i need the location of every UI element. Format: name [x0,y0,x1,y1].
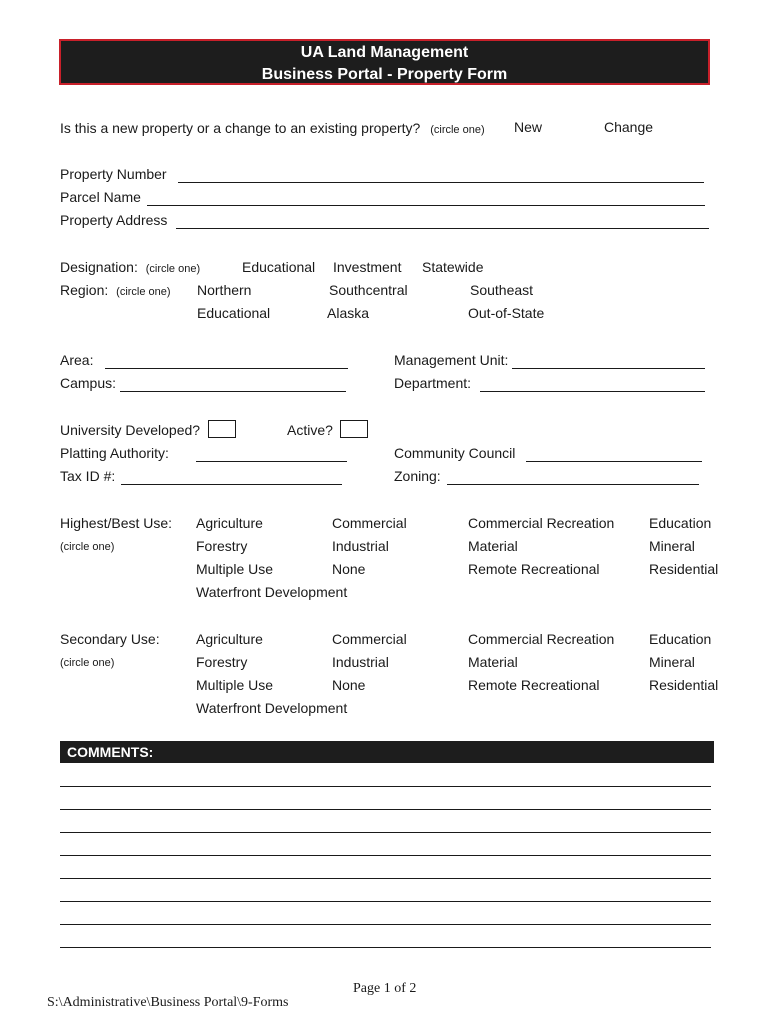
form-title-line2: Business Portal - Property Form [261,66,508,83]
hbu-option-material[interactable]: Material [468,538,518,554]
su-option-forestry[interactable]: Forestry [196,654,248,670]
su-option-mineral[interactable]: Mineral [649,654,695,670]
property-number-label: Property Number [60,166,167,182]
hbu-option-commercial-recreation[interactable]: Commercial Recreation [468,515,615,531]
secondary-use-label: Secondary Use: [60,631,160,647]
platting-authority-label: Platting Authority: [60,445,169,461]
zoning-label: Zoning: [394,468,441,484]
su-option-commercial[interactable]: Commercial [332,631,407,647]
su-option-multiple-use[interactable]: Multiple Use [196,677,274,693]
question-hint: (circle one) [430,124,485,136]
area-label: Area: [60,352,94,368]
region-option-out-of-state[interactable]: Out-of-State [468,305,545,321]
designation-label: Designation: (circle one) [60,259,201,275]
new-or-change-question [60,120,485,136]
university-developed-label: University Developed? [60,422,201,438]
su-option-waterfront-development[interactable]: Waterfront Development [196,700,348,716]
comment-line[interactable] [60,855,711,856]
question-text: Is this a new property or a change to an existing property? [60,120,421,136]
tax-id-field[interactable] [121,484,342,485]
highest-best-use-hint: (circle one) [60,541,115,553]
su-option-material[interactable]: Material [468,654,518,670]
department-field[interactable] [480,391,705,392]
parcel-name-field[interactable] [147,205,705,206]
region-option-northern[interactable]: Northern [197,282,252,298]
property-address-field[interactable] [176,228,709,229]
su-option-commercial-recreation[interactable]: Commercial Recreation [468,631,615,647]
comment-line[interactable] [60,878,711,879]
su-option-agriculture[interactable]: Agriculture [196,631,263,647]
designation-option-statewide[interactable]: Statewide [422,259,484,275]
hbu-option-education[interactable]: Education [649,515,712,531]
region-option-southeast[interactable]: Southeast [470,282,534,298]
option-change[interactable]: Change [604,119,654,135]
community-council-label: Community Council [394,445,516,461]
tax-id-label: Tax ID #: [60,468,116,484]
region-label: Region: (circle one) [60,282,171,298]
active-label: Active? [287,422,333,438]
comment-line[interactable] [60,786,711,787]
comments-header: COMMENTS: [60,741,714,763]
secondary-use-hint: (circle one) [60,657,115,669]
department-label: Department: [394,375,472,391]
management-unit-label: Management Unit: [394,352,509,368]
community-council-field[interactable] [526,461,702,462]
hbu-option-multiple-use[interactable]: Multiple Use [196,561,274,577]
form-header-banner [59,39,710,85]
hbu-option-mineral[interactable]: Mineral [649,538,695,554]
hbu-option-commercial[interactable]: Commercial [332,515,407,531]
form-title-line1: UA Land Management [300,44,469,61]
active-checkbox[interactable] [340,420,368,438]
property-number-field[interactable] [178,182,704,183]
parcel-name-label: Parcel Name [60,189,141,205]
campus-label: Campus: [60,375,117,391]
su-option-education[interactable]: Education [649,631,712,647]
option-new[interactable]: New [514,119,543,135]
comment-line[interactable] [60,901,711,902]
comment-line[interactable] [60,832,711,833]
hbu-option-remote-recreational[interactable]: Remote Recreational [468,561,600,577]
region-option-educational[interactable]: Educational [197,305,271,321]
university-developed-checkbox[interactable] [208,420,236,438]
designation-option-investment[interactable]: Investment [333,259,402,275]
hbu-option-forestry[interactable]: Forestry [196,538,248,554]
region-option-alaska[interactable]: Alaska [327,305,370,321]
su-option-residential[interactable]: Residential [649,677,719,693]
hbu-option-agriculture[interactable]: Agriculture [196,515,263,531]
su-option-remote-recreational[interactable]: Remote Recreational [468,677,600,693]
designation-option-educational[interactable]: Educational [242,259,316,275]
su-option-none[interactable]: None [332,677,366,693]
area-field[interactable] [105,368,348,369]
hbu-option-none[interactable]: None [332,561,366,577]
campus-field[interactable] [120,391,346,392]
file-path: S:\Administrative\Business Portal\9-Forms [47,995,289,1010]
zoning-field[interactable] [447,484,699,485]
hbu-option-waterfront-development[interactable]: Waterfront Development [196,584,348,600]
comment-line[interactable] [60,947,711,948]
highest-best-use-label: Highest/Best Use: [60,515,173,531]
comment-line[interactable] [60,809,711,810]
hbu-option-industrial[interactable]: Industrial [332,538,389,554]
platting-authority-field[interactable] [196,461,347,462]
page-number: Page 1 of 2 [353,981,417,996]
hbu-option-residential[interactable]: Residential [649,561,719,577]
region-option-southcentral[interactable]: Southcentral [329,282,408,298]
comment-line[interactable] [60,924,711,925]
su-option-industrial[interactable]: Industrial [332,654,389,670]
management-unit-field[interactable] [512,368,705,369]
property-address-label: Property Address [60,212,168,228]
